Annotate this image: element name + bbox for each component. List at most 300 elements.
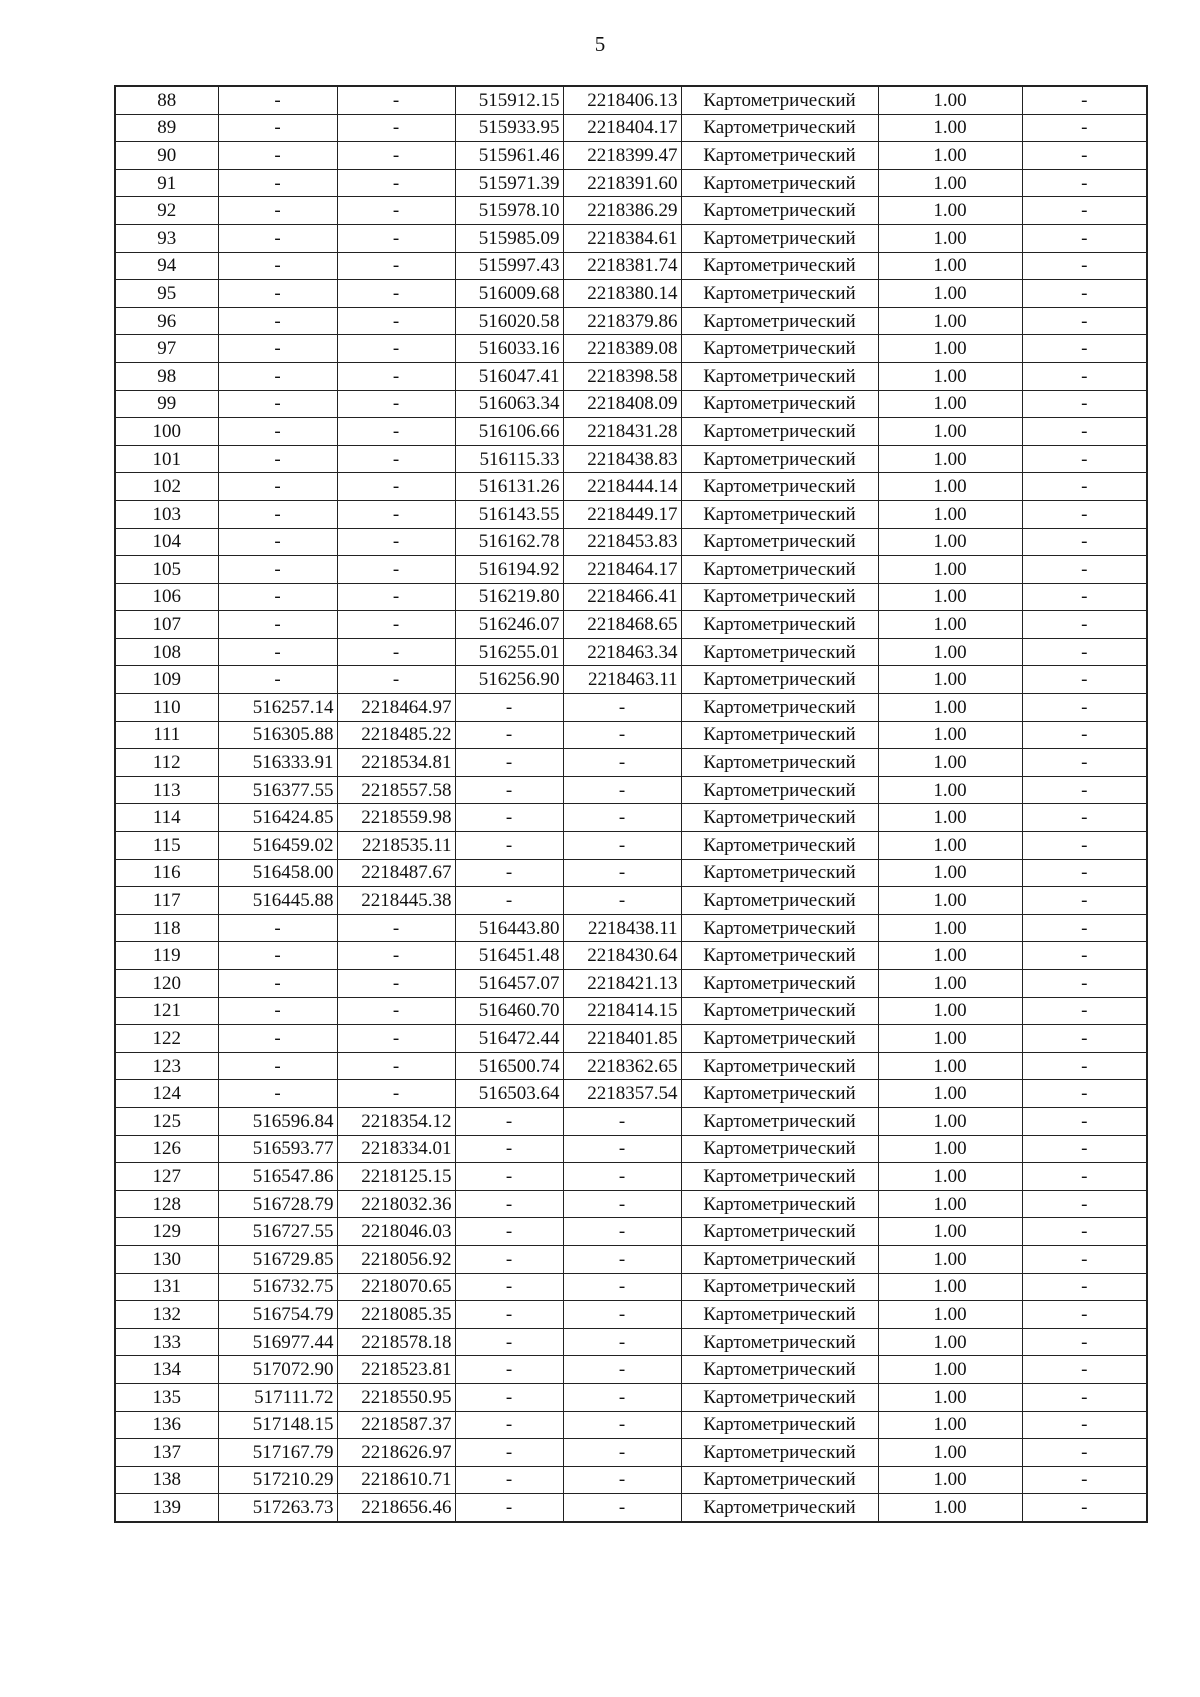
new-y-cell: -: [563, 1107, 681, 1135]
new-y-cell: 2218384.61: [563, 224, 681, 252]
new-x-cell: 516009.68: [455, 280, 563, 308]
description-cell: -: [1022, 1218, 1147, 1246]
new-y-cell: 2218438.11: [563, 914, 681, 942]
accuracy-cell: 1.00: [878, 1080, 1022, 1108]
accuracy-cell: 1.00: [878, 445, 1022, 473]
existing-y-cell: -: [337, 142, 455, 170]
new-x-cell: -: [455, 1218, 563, 1246]
new-y-cell: 2218380.14: [563, 280, 681, 308]
method-cell: Картометрический: [681, 1163, 878, 1191]
new-y-cell: -: [563, 694, 681, 722]
description-cell: -: [1022, 1356, 1147, 1384]
new-y-cell: -: [563, 1245, 681, 1273]
description-cell: -: [1022, 307, 1147, 335]
new-y-cell: -: [563, 1494, 681, 1522]
existing-x-cell: -: [218, 197, 337, 225]
description-cell: -: [1022, 1245, 1147, 1273]
description-cell: -: [1022, 1025, 1147, 1053]
point-number-cell: 99: [115, 390, 218, 418]
existing-y-cell: 2218557.58: [337, 776, 455, 804]
method-cell: Картометрический: [681, 1107, 878, 1135]
table-row: [115, 721, 1147, 749]
method-cell: Картометрический: [681, 666, 878, 694]
existing-x-cell: -: [218, 666, 337, 694]
method-cell: Картометрический: [681, 528, 878, 556]
existing-y-cell: 2218550.95: [337, 1383, 455, 1411]
existing-x-cell: -: [218, 997, 337, 1025]
new-x-cell: 515985.09: [455, 224, 563, 252]
description-cell: -: [1022, 694, 1147, 722]
point-number-cell: 137: [115, 1439, 218, 1467]
existing-y-cell: -: [337, 611, 455, 639]
existing-y-cell: -: [337, 1080, 455, 1108]
existing-x-cell: -: [218, 500, 337, 528]
new-x-cell: -: [455, 1301, 563, 1329]
new-x-cell: 516033.16: [455, 335, 563, 363]
existing-y-cell: 2218626.97: [337, 1439, 455, 1467]
accuracy-cell: 1.00: [878, 307, 1022, 335]
existing-x-cell: 517072.90: [218, 1356, 337, 1384]
description-cell: -: [1022, 556, 1147, 584]
description-cell: -: [1022, 832, 1147, 860]
point-number-cell: 94: [115, 252, 218, 280]
description-cell: -: [1022, 859, 1147, 887]
existing-y-cell: -: [337, 86, 455, 114]
existing-x-cell: -: [218, 1052, 337, 1080]
point-number-cell: 108: [115, 638, 218, 666]
method-cell: Картометрический: [681, 1356, 878, 1384]
new-x-cell: 516020.58: [455, 307, 563, 335]
new-x-cell: 516246.07: [455, 611, 563, 639]
accuracy-cell: 1.00: [878, 142, 1022, 170]
point-number-cell: 119: [115, 942, 218, 970]
existing-x-cell: -: [218, 224, 337, 252]
description-cell: -: [1022, 1080, 1147, 1108]
new-y-cell: -: [563, 1218, 681, 1246]
existing-x-cell: -: [218, 611, 337, 639]
point-number-cell: 97: [115, 335, 218, 363]
point-number-cell: 122: [115, 1025, 218, 1053]
existing-y-cell: 2218485.22: [337, 721, 455, 749]
description-cell: -: [1022, 280, 1147, 308]
method-cell: Картометрический: [681, 556, 878, 584]
point-number-cell: 116: [115, 859, 218, 887]
existing-x-cell: 516547.86: [218, 1163, 337, 1191]
accuracy-cell: 1.00: [878, 252, 1022, 280]
accuracy-cell: 1.00: [878, 362, 1022, 390]
accuracy-cell: 1.00: [878, 721, 1022, 749]
new-x-cell: 516131.26: [455, 473, 563, 501]
description-cell: -: [1022, 942, 1147, 970]
table-row: [115, 832, 1147, 860]
existing-y-cell: -: [337, 335, 455, 363]
table-row: [115, 86, 1147, 114]
accuracy-cell: 1.00: [878, 280, 1022, 308]
existing-x-cell: 517111.72: [218, 1383, 337, 1411]
method-cell: Картометрический: [681, 970, 878, 998]
existing-y-cell: -: [337, 970, 455, 998]
point-number-cell: 105: [115, 556, 218, 584]
method-cell: Картометрический: [681, 997, 878, 1025]
new-x-cell: -: [455, 1439, 563, 1467]
new-x-cell: 516255.01: [455, 638, 563, 666]
new-x-cell: -: [455, 749, 563, 777]
existing-y-cell: 2218535.11: [337, 832, 455, 860]
existing-x-cell: -: [218, 1025, 337, 1053]
existing-y-cell: -: [337, 1025, 455, 1053]
point-number-cell: 103: [115, 500, 218, 528]
description-cell: -: [1022, 638, 1147, 666]
method-cell: Картометрический: [681, 500, 878, 528]
existing-y-cell: 2218046.03: [337, 1218, 455, 1246]
method-cell: Картометрический: [681, 1328, 878, 1356]
description-cell: -: [1022, 666, 1147, 694]
new-y-cell: -: [563, 1190, 681, 1218]
table-row: [115, 252, 1147, 280]
method-cell: Картометрический: [681, 86, 878, 114]
point-number-cell: 107: [115, 611, 218, 639]
accuracy-cell: 1.00: [878, 1107, 1022, 1135]
description-cell: -: [1022, 611, 1147, 639]
accuracy-cell: 1.00: [878, 694, 1022, 722]
new-x-cell: -: [455, 859, 563, 887]
new-y-cell: 2218466.41: [563, 583, 681, 611]
existing-y-cell: -: [337, 638, 455, 666]
new-y-cell: -: [563, 1356, 681, 1384]
new-x-cell: 516047.41: [455, 362, 563, 390]
new-y-cell: 2218362.65: [563, 1052, 681, 1080]
table-row: [115, 142, 1147, 170]
new-y-cell: -: [563, 832, 681, 860]
accuracy-cell: 1.00: [878, 390, 1022, 418]
new-y-cell: 2218406.13: [563, 86, 681, 114]
description-cell: -: [1022, 445, 1147, 473]
point-number-cell: 126: [115, 1135, 218, 1163]
new-y-cell: -: [563, 1466, 681, 1494]
new-x-cell: -: [455, 1328, 563, 1356]
existing-y-cell: 2218032.36: [337, 1190, 455, 1218]
point-number-cell: 89: [115, 114, 218, 142]
new-x-cell: -: [455, 1107, 563, 1135]
existing-x-cell: -: [218, 556, 337, 584]
new-y-cell: 2218453.83: [563, 528, 681, 556]
point-number-cell: 130: [115, 1245, 218, 1273]
table-row: [115, 997, 1147, 1025]
new-x-cell: 516106.66: [455, 418, 563, 446]
existing-y-cell: -: [337, 390, 455, 418]
new-x-cell: 515978.10: [455, 197, 563, 225]
point-number-cell: 113: [115, 776, 218, 804]
point-number-cell: 110: [115, 694, 218, 722]
new-x-cell: 515933.95: [455, 114, 563, 142]
existing-y-cell: 2218534.81: [337, 749, 455, 777]
point-number-cell: 138: [115, 1466, 218, 1494]
accuracy-cell: 1.00: [878, 1494, 1022, 1522]
method-cell: Картометрический: [681, 1301, 878, 1329]
method-cell: Картометрический: [681, 1080, 878, 1108]
accuracy-cell: 1.00: [878, 1273, 1022, 1301]
method-cell: Картометрический: [681, 1190, 878, 1218]
new-y-cell: 2218399.47: [563, 142, 681, 170]
method-cell: Картометрический: [681, 1383, 878, 1411]
accuracy-cell: 1.00: [878, 1052, 1022, 1080]
table-row: [115, 1107, 1147, 1135]
existing-y-cell: -: [337, 914, 455, 942]
existing-y-cell: 2218070.65: [337, 1273, 455, 1301]
table-row: [115, 445, 1147, 473]
new-y-cell: 2218414.15: [563, 997, 681, 1025]
existing-x-cell: -: [218, 142, 337, 170]
method-cell: Картометрический: [681, 252, 878, 280]
method-cell: Картометрический: [681, 721, 878, 749]
table-row: [115, 500, 1147, 528]
new-y-cell: 2218430.64: [563, 942, 681, 970]
new-x-cell: 516451.48: [455, 942, 563, 970]
accuracy-cell: 1.00: [878, 528, 1022, 556]
point-number-cell: 90: [115, 142, 218, 170]
new-y-cell: 2218398.58: [563, 362, 681, 390]
existing-x-cell: -: [218, 1080, 337, 1108]
description-cell: -: [1022, 914, 1147, 942]
new-y-cell: 2218421.13: [563, 970, 681, 998]
method-cell: Картометрический: [681, 142, 878, 170]
table-row: [115, 804, 1147, 832]
existing-x-cell: 516377.55: [218, 776, 337, 804]
existing-y-cell: 2218487.67: [337, 859, 455, 887]
existing-x-cell: 516977.44: [218, 1328, 337, 1356]
existing-x-cell: 516445.88: [218, 887, 337, 915]
existing-y-cell: -: [337, 362, 455, 390]
accuracy-cell: 1.00: [878, 804, 1022, 832]
new-x-cell: -: [455, 1356, 563, 1384]
existing-x-cell: 516257.14: [218, 694, 337, 722]
new-x-cell: 516063.34: [455, 390, 563, 418]
new-x-cell: 516162.78: [455, 528, 563, 556]
accuracy-cell: 1.00: [878, 611, 1022, 639]
accuracy-cell: 1.00: [878, 418, 1022, 446]
table-row: [115, 887, 1147, 915]
method-cell: Картометрический: [681, 832, 878, 860]
point-number-cell: 120: [115, 970, 218, 998]
existing-x-cell: -: [218, 473, 337, 501]
existing-x-cell: 516729.85: [218, 1245, 337, 1273]
table-row: [115, 1356, 1147, 1384]
description-cell: -: [1022, 1328, 1147, 1356]
existing-y-cell: -: [337, 280, 455, 308]
new-x-cell: -: [455, 1163, 563, 1191]
new-x-cell: 515997.43: [455, 252, 563, 280]
point-number-cell: 102: [115, 473, 218, 501]
accuracy-cell: 1.00: [878, 473, 1022, 501]
table-row: [115, 749, 1147, 777]
table-row: [115, 169, 1147, 197]
method-cell: Картометрический: [681, 1273, 878, 1301]
description-cell: -: [1022, 169, 1147, 197]
existing-x-cell: -: [218, 114, 337, 142]
new-y-cell: -: [563, 749, 681, 777]
accuracy-cell: 1.00: [878, 1190, 1022, 1218]
table-row: [115, 362, 1147, 390]
description-cell: -: [1022, 1494, 1147, 1522]
table-row: [115, 1439, 1147, 1467]
existing-y-cell: 2218559.98: [337, 804, 455, 832]
existing-x-cell: 516305.88: [218, 721, 337, 749]
method-cell: Картометрический: [681, 1466, 878, 1494]
description-cell: -: [1022, 390, 1147, 418]
existing-x-cell: 516754.79: [218, 1301, 337, 1329]
description-cell: -: [1022, 197, 1147, 225]
point-number-cell: 91: [115, 169, 218, 197]
existing-x-cell: 516727.55: [218, 1218, 337, 1246]
new-x-cell: 516443.80: [455, 914, 563, 942]
point-number-cell: 124: [115, 1080, 218, 1108]
existing-y-cell: -: [337, 528, 455, 556]
existing-x-cell: -: [218, 914, 337, 942]
point-number-cell: 135: [115, 1383, 218, 1411]
point-number-cell: 139: [115, 1494, 218, 1522]
new-y-cell: -: [563, 1383, 681, 1411]
method-cell: Картометрический: [681, 804, 878, 832]
description-cell: -: [1022, 473, 1147, 501]
point-number-cell: 109: [115, 666, 218, 694]
description-cell: -: [1022, 86, 1147, 114]
point-number-cell: 136: [115, 1411, 218, 1439]
new-x-cell: -: [455, 832, 563, 860]
table-row: [115, 1245, 1147, 1273]
point-number-cell: 121: [115, 997, 218, 1025]
existing-x-cell: -: [218, 970, 337, 998]
coordinates-table: [114, 85, 1148, 1523]
method-cell: Картометрический: [681, 224, 878, 252]
existing-x-cell: -: [218, 280, 337, 308]
point-number-cell: 123: [115, 1052, 218, 1080]
existing-x-cell: -: [218, 583, 337, 611]
description-cell: -: [1022, 1135, 1147, 1163]
accuracy-cell: 1.00: [878, 832, 1022, 860]
accuracy-cell: 1.00: [878, 1025, 1022, 1053]
description-cell: -: [1022, 142, 1147, 170]
method-cell: Картометрический: [681, 638, 878, 666]
method-cell: Картометрический: [681, 473, 878, 501]
existing-x-cell: -: [218, 528, 337, 556]
new-x-cell: -: [455, 804, 563, 832]
new-y-cell: -: [563, 721, 681, 749]
point-number-cell: 96: [115, 307, 218, 335]
description-cell: -: [1022, 1411, 1147, 1439]
existing-x-cell: -: [218, 390, 337, 418]
description-cell: -: [1022, 1273, 1147, 1301]
table-row: [115, 335, 1147, 363]
accuracy-cell: 1.00: [878, 749, 1022, 777]
table-row: [115, 1218, 1147, 1246]
existing-y-cell: -: [337, 997, 455, 1025]
new-y-cell: -: [563, 776, 681, 804]
new-y-cell: -: [563, 1273, 681, 1301]
point-number-cell: 88: [115, 86, 218, 114]
accuracy-cell: 1.00: [878, 859, 1022, 887]
new-x-cell: 516256.90: [455, 666, 563, 694]
description-cell: -: [1022, 1301, 1147, 1329]
table-row: [115, 114, 1147, 142]
method-cell: Картометрический: [681, 445, 878, 473]
point-number-cell: 112: [115, 749, 218, 777]
accuracy-cell: 1.00: [878, 1383, 1022, 1411]
method-cell: Картометрический: [681, 1494, 878, 1522]
existing-x-cell: 516596.84: [218, 1107, 337, 1135]
point-number-cell: 93: [115, 224, 218, 252]
description-cell: -: [1022, 418, 1147, 446]
new-x-cell: -: [455, 1466, 563, 1494]
point-number-cell: 114: [115, 804, 218, 832]
point-number-cell: 117: [115, 887, 218, 915]
point-number-cell: 100: [115, 418, 218, 446]
method-cell: Картометрический: [681, 280, 878, 308]
method-cell: Картометрический: [681, 942, 878, 970]
point-number-cell: 111: [115, 721, 218, 749]
page-number: 5: [594, 32, 606, 56]
existing-x-cell: -: [218, 942, 337, 970]
accuracy-cell: 1.00: [878, 942, 1022, 970]
method-cell: Картометрический: [681, 611, 878, 639]
new-y-cell: 2218444.14: [563, 473, 681, 501]
new-x-cell: -: [455, 1383, 563, 1411]
new-y-cell: 2218431.28: [563, 418, 681, 446]
existing-y-cell: 2218656.46: [337, 1494, 455, 1522]
existing-x-cell: 516424.85: [218, 804, 337, 832]
existing-y-cell: -: [337, 169, 455, 197]
new-y-cell: -: [563, 1439, 681, 1467]
table-row: [115, 914, 1147, 942]
table-row: [115, 1080, 1147, 1108]
new-y-cell: 2218408.09: [563, 390, 681, 418]
new-y-cell: 2218463.34: [563, 638, 681, 666]
table-row: [115, 1273, 1147, 1301]
accuracy-cell: 1.00: [878, 224, 1022, 252]
new-x-cell: -: [455, 776, 563, 804]
new-y-cell: 2218381.74: [563, 252, 681, 280]
new-y-cell: -: [563, 1328, 681, 1356]
new-x-cell: 516219.80: [455, 583, 563, 611]
description-cell: -: [1022, 776, 1147, 804]
method-cell: Картометрический: [681, 887, 878, 915]
method-cell: Картометрический: [681, 1245, 878, 1273]
accuracy-cell: 1.00: [878, 997, 1022, 1025]
new-x-cell: 516457.07: [455, 970, 563, 998]
existing-y-cell: -: [337, 307, 455, 335]
table-row: [115, 280, 1147, 308]
accuracy-cell: 1.00: [878, 887, 1022, 915]
table-row: [115, 1328, 1147, 1356]
point-number-cell: 125: [115, 1107, 218, 1135]
existing-x-cell: 516458.00: [218, 859, 337, 887]
new-x-cell: 516115.33: [455, 445, 563, 473]
method-cell: Картометрический: [681, 694, 878, 722]
method-cell: Картометрический: [681, 914, 878, 942]
table-row: [115, 473, 1147, 501]
existing-y-cell: -: [337, 418, 455, 446]
description-cell: -: [1022, 224, 1147, 252]
existing-y-cell: -: [337, 224, 455, 252]
new-y-cell: -: [563, 1301, 681, 1329]
table-row: [115, 528, 1147, 556]
method-cell: Картометрический: [681, 1411, 878, 1439]
existing-x-cell: -: [218, 335, 337, 363]
new-x-cell: 515971.39: [455, 169, 563, 197]
accuracy-cell: 1.00: [878, 970, 1022, 998]
method-cell: Картометрический: [681, 114, 878, 142]
new-x-cell: -: [455, 1411, 563, 1439]
description-cell: -: [1022, 721, 1147, 749]
